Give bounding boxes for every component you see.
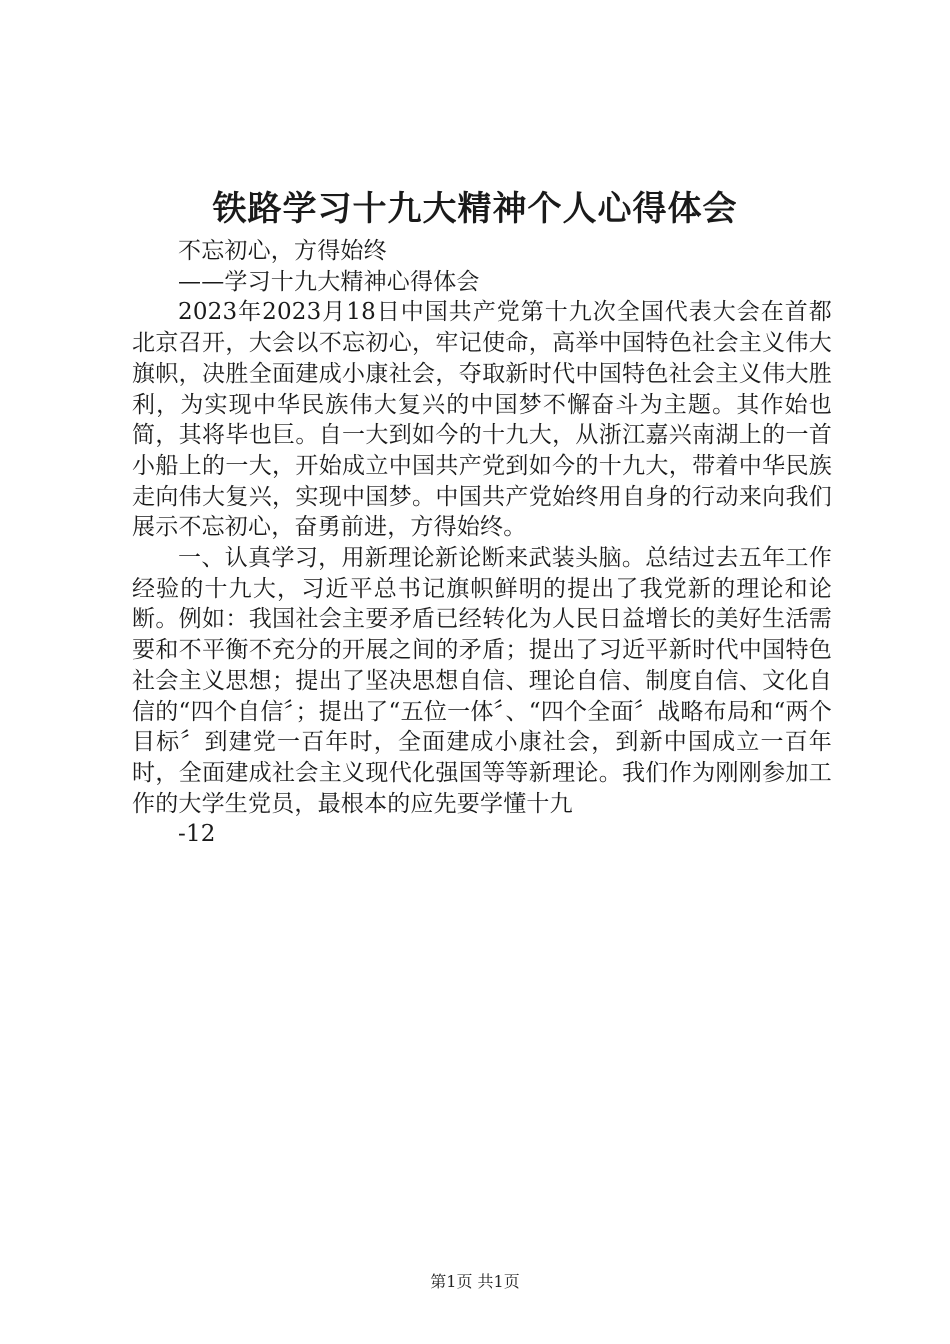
document-body	[132, 236, 832, 850]
paragraph-section-1: 一、认真学习，用新理论新论断来武装头脑。总结过去五年工作经验的十九大，习近平总书记旗帜鲜明的提出了我党新的理论和论断。例如：我国社会主要矛盾已经转化为人民日益增长的美好生活需要和不平衡不充分的开展之间的矛盾；提出了习近平新时代中国特色社会主义思想；提出了坚决思想自信、理论自信、制度自信、文化自信的“四个自信〞；提出了“五位一体〞、“四个全面〞战略布局和“两个目标〞到建党一百年时，全面建成小康社会，到新中国成立一百年时，全面建成社会主义现代化强国等等新理论。我们作为刚刚参加工作的大学生党员，最根本的应先要学懂十九	[132, 545, 832, 817]
paragraph-intro: 2023年2023月18日中国共产党第十九次全国代表大会在首都北京召开，大会以不忘初心，牢记使命，高举中国特色社会主义伟大旗帜，决胜全面建成小康社会，夺取新时代中国特色社会主义伟大胜利，为实现中华民族伟大复兴的中国梦不懈奋斗为主题。其作始也简，其将毕也巨。自一大到如今的十九大，从浙江嘉兴南湖上的一首小船上的一大，开始成立中国共产党到如今的十九大，带着中华民族走向伟大复兴，实现中国梦。中国共产党始终用自身的行动来向我们展示不忘初心，奋勇前进，方得始终。	[132, 299, 832, 541]
document-title: 铁路学习十九大精神个人心得体会	[212, 189, 738, 229]
subtitle-line-2: ——学习十九大精神心得体会	[178, 268, 480, 295]
page-footer: 第1页 共1页	[430, 1272, 520, 1291]
page-marker: -12	[178, 821, 216, 848]
subtitle-line-1: 不忘初心，方得始终	[178, 238, 387, 264]
